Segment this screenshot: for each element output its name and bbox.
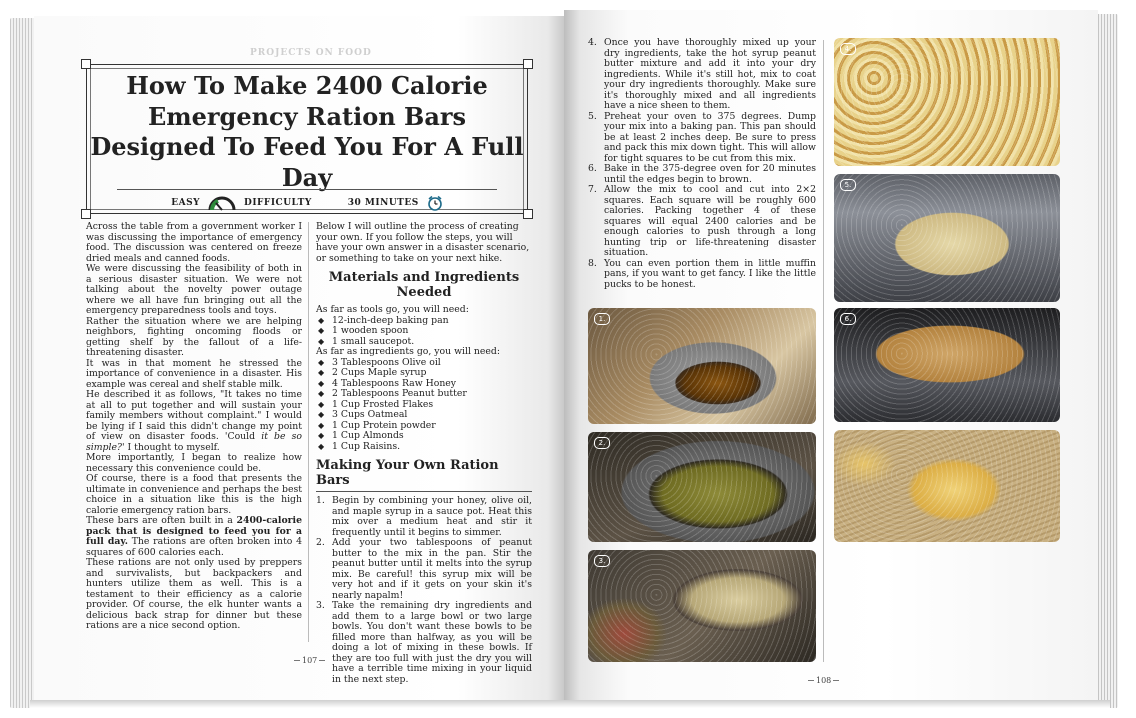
quote-paragraph: He described it as follows, "It takes no time at all to put together and will sustain your family members without complaint." I would be lying if I said this didn't change my point of view on disaster foods. 'Could it be so simple?' I thought to myself. — [86, 389, 302, 453]
title-divider — [117, 189, 497, 190]
step-item: 2. Add your two tablespoons of peanut butter to the mix in the pan. Stir the peanut butter until it melts into the syrup mix. Be careful! this syrup mix will be very hot and if it gets on your skin it's nearly napalm! — [316, 537, 532, 601]
diamond-bullet-icon: ◆ — [318, 315, 325, 325]
photo-step-2 — [588, 432, 816, 542]
steps-heading: Making Your Own Ration Bars — [316, 458, 532, 492]
intro-paragraph: Below I will outline the process of creating your own. If you follow the steps, you will have your own answer in a disaster scenario, or something to take on your next hike. — [316, 221, 530, 264]
diamond-bullet-icon: ◆ — [318, 420, 325, 430]
photo-label: 5. — [840, 179, 856, 191]
diamond-bullet-icon: ◆ — [318, 410, 325, 419]
diamond-bullet-icon: ◆ — [318, 368, 325, 377]
diamond-bullet-icon: ◆ — [318, 399, 325, 409]
left-column-1 — [86, 222, 302, 632]
tools-intro: As far as tools go, you will need: — [316, 304, 469, 315]
intro-paragraph: Of course, there is a food that presents the ultimate in convenience and perhaps the best choice in a situation like this is the high calorie emergency ration bars. — [86, 473, 302, 516]
intro-paragraph: These rations are not only used by preppers and survivalists, but backpackers and hunters utilize them as well. This is a testament to their efficiency as a calorie provider. Of course, the elk hunter wants a delicious back strap for dinner but these rations are a nice second option. — [86, 557, 302, 631]
step-item: 4. Once you have thoroughly mixed up your dry ingredients, take the hot syrup peanut butter mixture and add it into your dry ingredients. While it's still hot, mix to coat your dry ingredients thoroughly. Make sure it's thoroughly mixed and all ingredients have a nice sheen to them. — [588, 37, 816, 111]
article-title: How To Make 2400 Calorie Emergency Ration Bars Designed To Feed You For A Full Day — [90, 71, 524, 192]
diamond-bullet-icon: ◆ — [318, 431, 325, 440]
right-column — [588, 38, 816, 290]
list-item: ◆ 1 Cup Raisins. — [318, 440, 401, 452]
time-label: 30 MINUTES — [347, 198, 419, 208]
photo-label: 3. — [594, 555, 610, 567]
photo-label: 2. — [594, 437, 610, 449]
list-item: ◆ 3 Cups Oatmeal — [318, 409, 408, 420]
step-item: 8. You can even portion them in little muffin pans, if you want to get fancy. I like the little pucks to be honest. — [588, 257, 816, 290]
tools-list — [316, 316, 532, 348]
alarm-clock-icon — [427, 195, 443, 211]
intro-paragraph: Across the table from a government worker I was discussing the importance of emergency food. The discussion was centered on freeze dried meals and canned foods. — [86, 221, 302, 264]
difficulty-easy: EASY — [171, 198, 201, 208]
list-item: ◆ 2 Cups Maple syrup — [318, 367, 427, 378]
list-item: ◆ 1 Cup Frosted Flakes — [318, 398, 434, 410]
column-divider — [308, 222, 309, 642]
page-number-right: 108 — [808, 676, 839, 685]
step-item: 5. Preheat your oven to 375 degrees. Dump your mix into a baking pan. This pan should be at least 2 inches deep. Be sure to press and pack this mix down tight. This will allow for tight squares to be cut from this mix. — [588, 110, 816, 164]
left-column-2 — [316, 222, 532, 685]
step-item: 6. Bake in the 375-degree oven for 20 minutes until the edges begin to brown. — [588, 163, 816, 185]
photo-step-5 — [834, 174, 1060, 302]
running-head: PROJECTS ON FOOD — [250, 48, 372, 58]
photo-label: 4. — [840, 43, 856, 55]
photo-label: 1. — [594, 313, 610, 325]
photo-step-1 — [588, 308, 816, 424]
diamond-bullet-icon: ◆ — [318, 378, 325, 388]
list-item: ◆ 2 Tablespoons Peanut butter — [318, 388, 467, 399]
intro-paragraph: Rather the situation where we are helping neighbors, fighting oncoming floods or getting shelf by the fallout of a life-threatening disaster. — [86, 315, 302, 358]
step-item: 3. Take the remaining dry ingredients and add them to a large bowl or two large bowls. You don't want these bowls to be filled more than halfway, as you will be doing a lot of mixing in these bowls. If they are too full with just the dry you will have a terrible time mixing in your liquid in the next step. — [316, 600, 532, 685]
intro-paragraph: It was in that moment he stressed the importance of convenience in a disaster. His example was cereal and shelf stable milk. — [86, 357, 302, 390]
intro-paragraph: More importantly, I began to realize how necessary this convenience could be. — [86, 452, 302, 474]
photo-step-6 — [834, 308, 1060, 422]
ingredients-intro: As far as ingredients go, you will need: — [316, 346, 500, 357]
step-item: 7. Allow the mix to cool and cut into 2×2 squares. Each square will be roughly 600 calories. Packing together 4 of these squares will equal 2400 calories and be enough calories to push through a long hunting trip or life-threatening disaster situation. — [588, 184, 816, 258]
diamond-bullet-icon: ◆ — [318, 441, 325, 451]
list-item: ◆ 4 Tablespoons Raw Honey — [318, 377, 457, 389]
list-item: ◆ 1 Cup Almonds — [318, 430, 404, 441]
ingredients-list — [316, 358, 532, 453]
diamond-bullet-icon: ◆ — [318, 389, 325, 398]
bold-paragraph: These bars are often built in a 2400-calorie pack that is designed to feed you for a full day. The rations are often broken into 4 squares of 600 calories each. — [86, 515, 302, 558]
intro-paragraph: We were discussing the feasibility of both in a serious disaster situation. We were not talking about the novelty power outage where we all have fun bringing out all the emergency preparedness tools and toys. — [86, 263, 302, 316]
photo-label: 6. — [840, 313, 856, 325]
title-box — [86, 64, 528, 214]
column-divider — [823, 40, 824, 662]
gauge-icon — [208, 195, 236, 211]
photo-finished-bars — [834, 430, 1060, 542]
diamond-bullet-icon: ◆ — [318, 326, 325, 335]
book-shadow — [30, 700, 1110, 708]
materials-heading: Materials and Ingredients Needed — [328, 270, 520, 300]
photo-step-4 — [834, 38, 1060, 166]
steps-list-left — [316, 496, 532, 685]
steps-list-right — [588, 38, 816, 290]
step-item: 1. Begin by combining your honey, olive oil, and maple syrup in a sauce pot. Heat this mix over a medium heat and stir it frequently until it begins to simmer. — [316, 495, 532, 538]
list-item: ◆ 3 Tablespoons Olive oil — [318, 356, 441, 368]
difficulty-label: DIFFICULTY — [244, 198, 312, 208]
meta-bar — [87, 195, 527, 211]
photo-step-3 — [588, 550, 816, 662]
diamond-bullet-icon: ◆ — [318, 357, 325, 367]
frame-corner — [523, 59, 533, 69]
list-item: ◆ 1 wooden spoon — [318, 325, 409, 336]
diamond-bullet-icon: ◆ — [318, 336, 325, 346]
list-item: ◆ 1 Cup Protein powder — [318, 419, 436, 431]
list-item: ◆ 1 small saucepot. — [318, 335, 415, 347]
list-item: ◆ 12-inch-deep baking pan — [318, 314, 449, 326]
frame-corner — [81, 59, 91, 69]
page-number-left: 107 — [294, 656, 325, 665]
